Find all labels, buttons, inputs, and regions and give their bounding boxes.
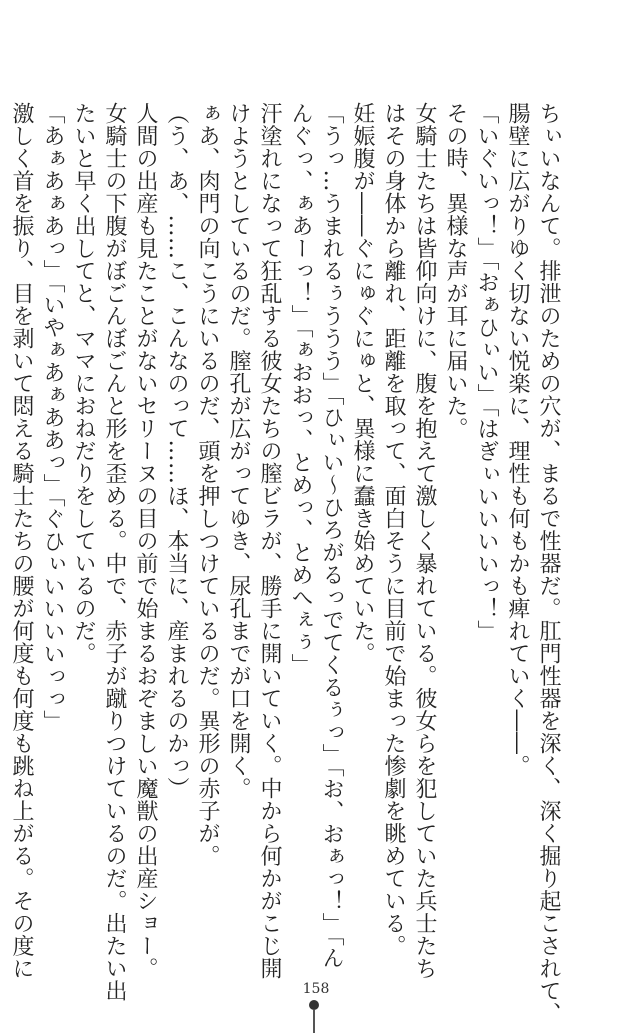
text-line: 「いぐいっ！」「おぁひぃい」「はぎぃいいいいっ！」 (474, 102, 499, 643)
text-line: んぐっ、ぁあーっ！」「ぁおおっ、とめっ、とめへぇぅ」 (288, 102, 313, 676)
text-line: けようとしているのだ。膣孔が広がってゆき、尿孔までが口を開く。 (226, 102, 251, 800)
text-line: 妊娠腹が――ぐにゅぐにゅと、異様に蠢き始めていた。 (350, 102, 375, 665)
text-line: その時、異様な声が耳に届いた。 (443, 102, 468, 440)
text-line: たいと早く出してと、ママにおねだりをしているのだ。 (71, 102, 96, 665)
text-line: 「あぁあぁあっ」「いやぁあぁああっ」「ぐひぃいいいいっっ」 (40, 102, 65, 733)
text-line: 女騎士たちは皆仰向けに、腹を抱えて激しく暴れている。彼女らを犯していた兵士たち (412, 102, 437, 980)
text-line: 激しく首を振り、目を剥いて悶える騎士たちの腰が何度も何度も跳ね上がる。その度に (9, 102, 34, 980)
page-ornament-line (313, 1010, 315, 1033)
text-line: ぁあ、肉門の向こうにいるのだ、頭を押しつけているのだ。異形の赤子が。 (195, 102, 220, 867)
text-line: 人間の出産も見たことがないセリーヌの目の前で始まるおぞましい魔獣の出産ショー。 (133, 102, 158, 980)
text-line: 女騎士の下腹がぼごんぼごんと形を歪める。中で、赤子が蹴りつけているのだ。出たい出 (102, 102, 127, 1002)
page-number: 158 (302, 981, 330, 997)
text-line: はその身体から離れ、距離を取って、面白そうに目前で始まった惨劇を眺めている。 (381, 102, 406, 957)
text-line: 「うっ…うまれるぅううう」「ひぃい～ひろがるっでてくるぅっ」「お、おぁっ！」「ん (319, 102, 344, 969)
page-ornament-dot (309, 1000, 319, 1010)
text-line: 汗塗れになって狂乱する彼女たちの膣ビラが、勝手に開いていく。中から何かがこじ開 (257, 102, 282, 980)
text-line: 腸壁に広がりゆく切ない悦楽に、理性も何もかも痺れていく――。 (505, 102, 530, 777)
text-line: （う、あ、……こ、こんなのって……ほ、本当に、産まれるのかっ） (164, 102, 189, 800)
text-line: ちぃいなんて。排泄のための穴が、まるで性器だ。肛門性器を深く、深く掘り起こされて、 (536, 102, 561, 1025)
